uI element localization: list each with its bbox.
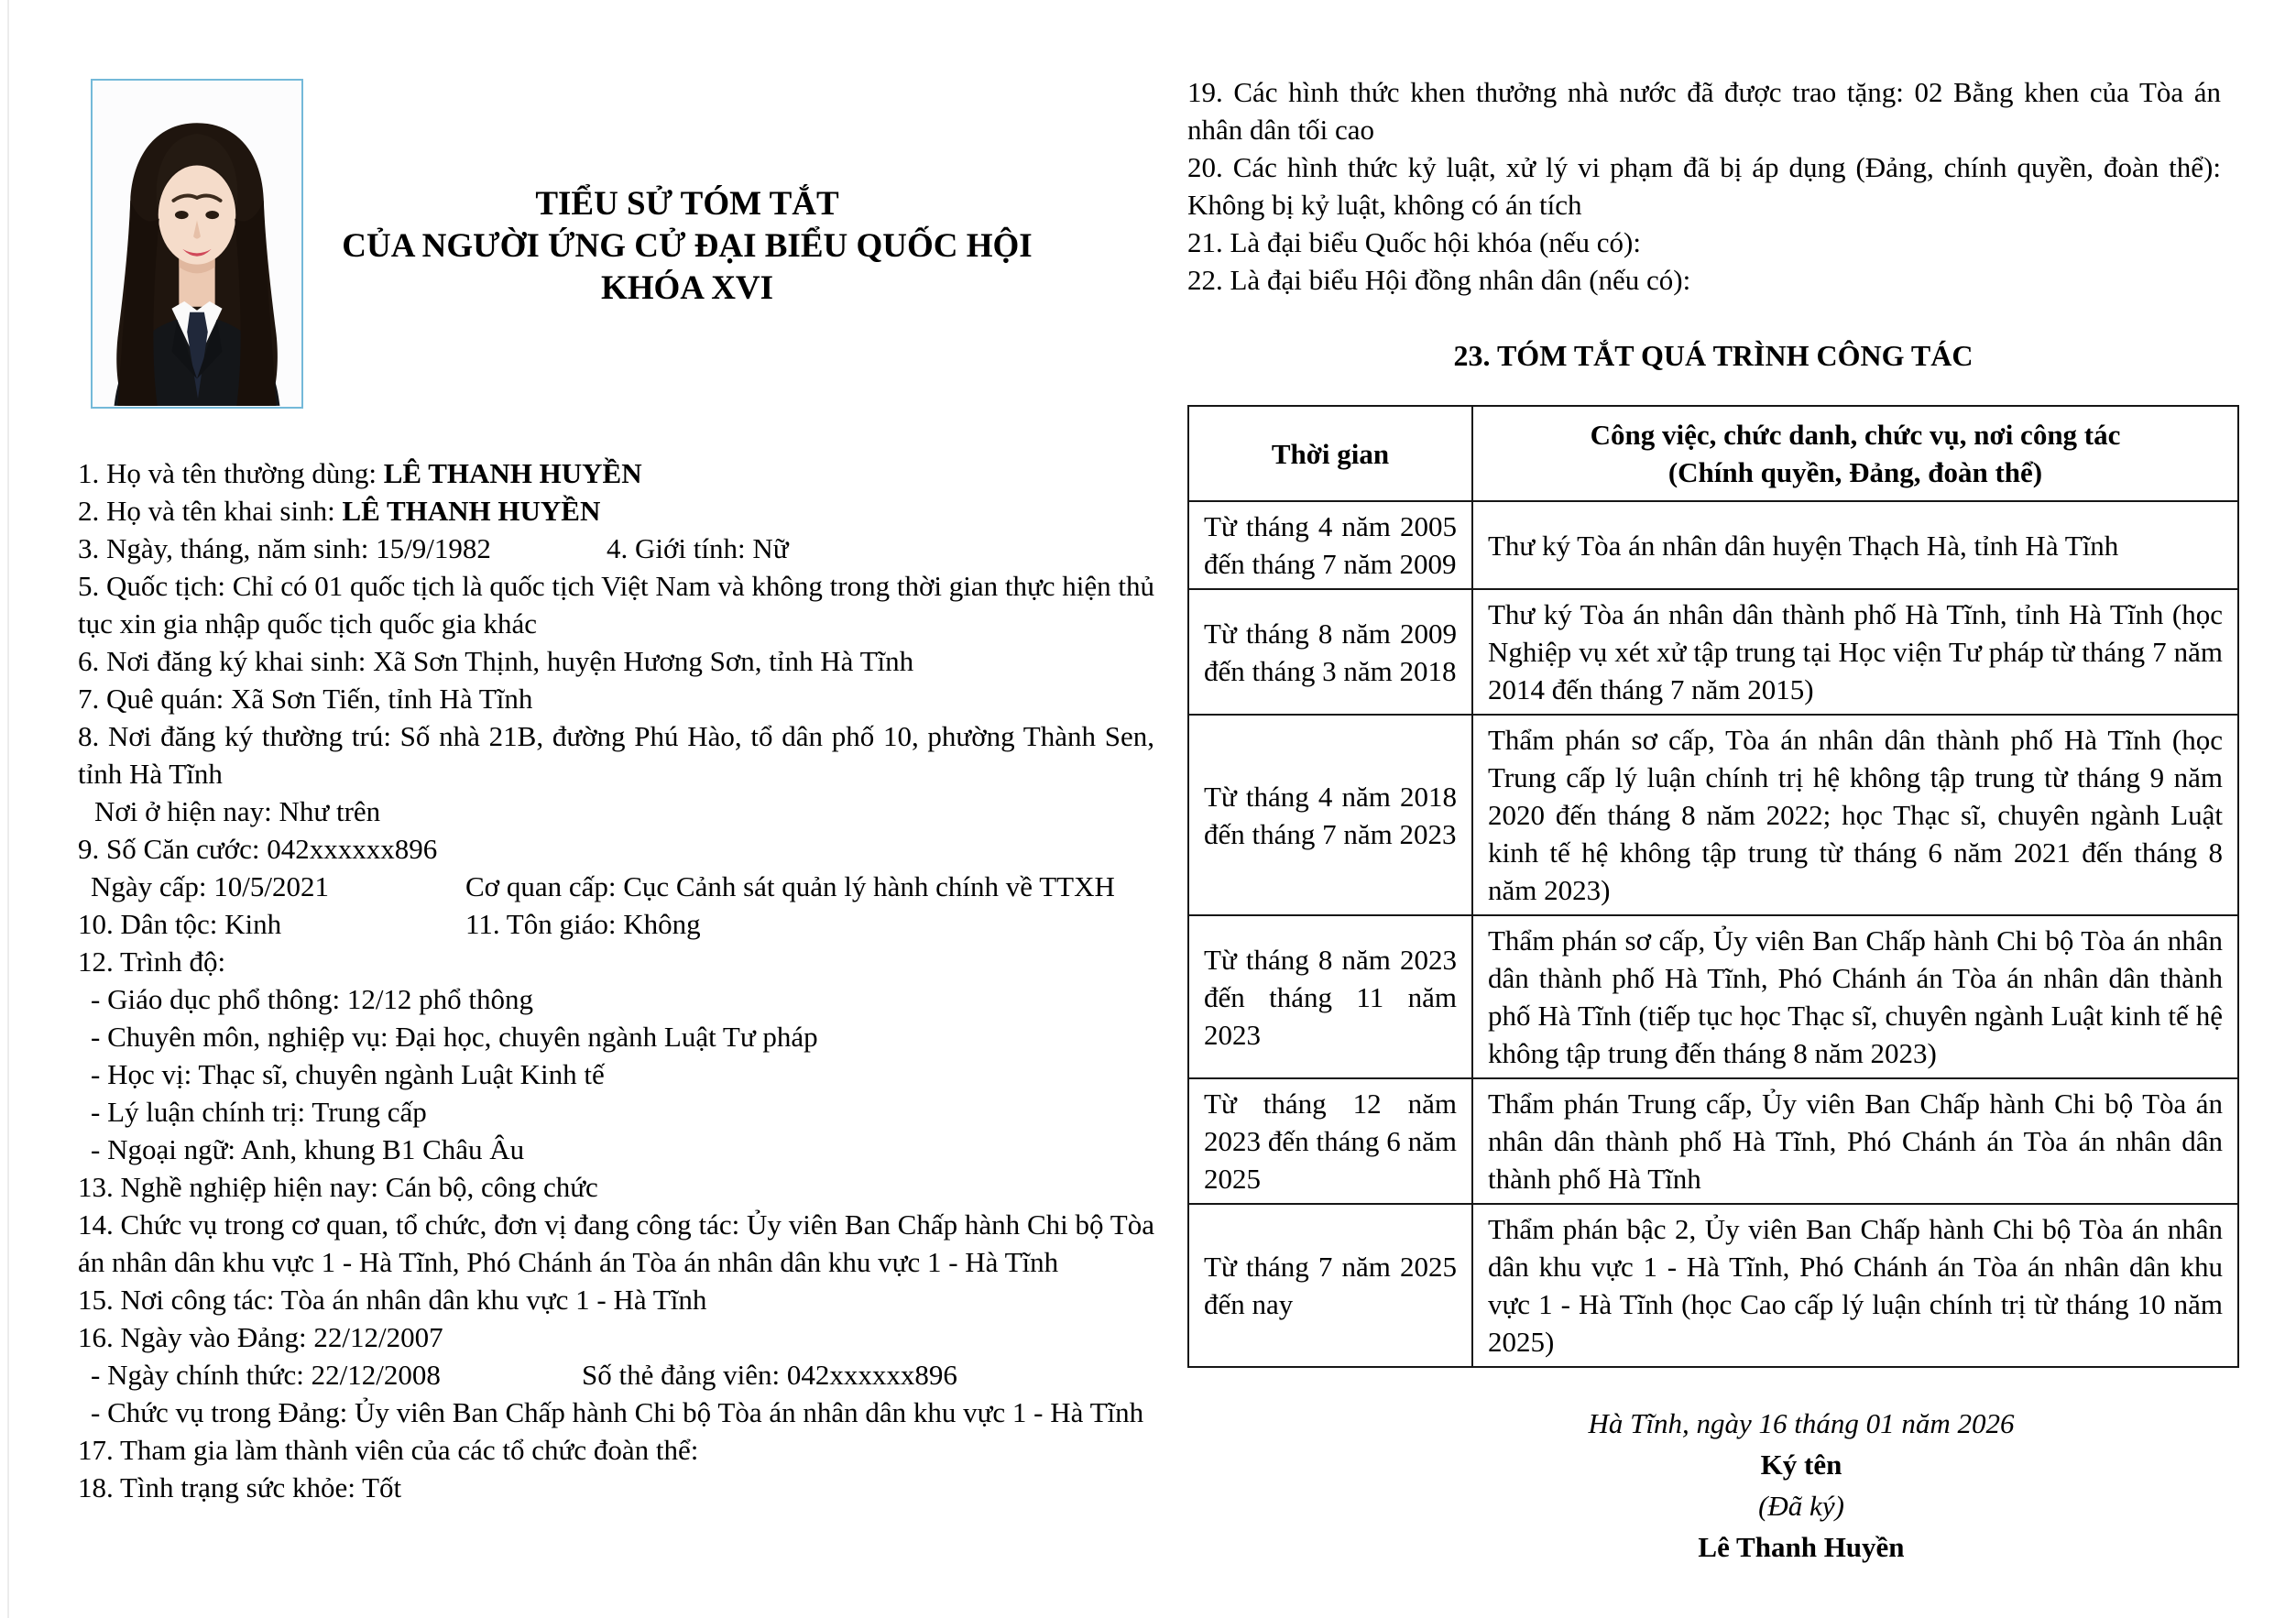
biography-right-column	[1187, 73, 2239, 1568]
signature-name: Lê Thanh Huyền	[1698, 1531, 1905, 1563]
field-giao-duc-pho-thong: - Giáo dục phổ thông: 12/12 phổ thông	[91, 983, 534, 1015]
field-hoc-vi: - Học vị: Thạc sĩ, chuyên ngành Luật Kinh tế	[91, 1058, 605, 1090]
field-suc-khoe: 18. Tình trạng sức khỏe: Tốt	[78, 1471, 402, 1503]
career-row	[1188, 501, 2238, 589]
candidate-photo	[91, 79, 303, 409]
field-ten-thuong-dung	[78, 454, 1154, 492]
field-ten-thuong-dung-value: LÊ THANH HUYỀN	[383, 457, 642, 489]
field-noi-dang-ky-khai-sinh: 6. Nơi đăng ký khai sinh: Xã Sơn Thịnh, huyện Hương Sơn, tỉnh Hà Tĩnh	[78, 645, 914, 677]
career-row-job: Thẩm phán Trung cấp, Ủy viên Ban Chấp hành Chi bộ Tòa án nhân dân thành phố Hà Tĩnh, Phó Chánh án Tòa án nhân dân thành phố Hà Tĩnh	[1472, 1078, 2238, 1204]
field-so-the-dang-vien: Số thẻ đảng viên: 042xxxxxx896	[582, 1359, 957, 1391]
career-row	[1188, 1078, 2238, 1204]
field-dai-bieu-quoc-hoi: 21. Là đại biểu Quốc hội khóa (nếu có):	[1187, 226, 1641, 258]
career-row-job: Thư ký Tòa án nhân dân thành phố Hà Tĩnh, tỉnh Hà Tĩnh (học Nghiệp vụ xét xử tập trung tại Học viện Tư pháp từ tháng 7 năm 2014 đến tháng 7 năm 2015)	[1472, 589, 2238, 715]
career-col-job-header-line2: (Chính quyền, Đảng, đoàn thể)	[1667, 456, 2043, 488]
field-noi-cong-tac: 15. Nơi công tác: Tòa án nhân dân khu vực 1 - Hà Tĩnh	[78, 1284, 707, 1316]
field-dan-toc-ton-giao	[78, 905, 1154, 943]
title-line-2: CỦA NGƯỜI ỨNG CỬ ĐẠI BIỂU QUỐC HỘI	[342, 227, 1033, 265]
field-ten-khai-sinh-value: LÊ THANH HUYỀN	[342, 495, 601, 527]
signature-place-date: Hà Tĩnh, ngày 16 tháng 01 năm 2026	[1588, 1407, 2015, 1439]
career-row-time: Từ tháng 7 năm 2025 đến nay	[1188, 1204, 1472, 1367]
signature-block	[1398, 1403, 2204, 1568]
field-chuyen-mon-nghiep-vu: - Chuyên môn, nghiệp vụ: Đại học, chuyên ngành Luật Tư pháp	[91, 1021, 818, 1053]
career-row-time: Từ tháng 4 năm 2005 đến tháng 7 năm 2009	[1188, 501, 1472, 589]
field-to-chuc-doan-the: 17. Tham gia làm thành viên của các tổ chức đoàn thể:	[78, 1434, 699, 1466]
field-ly-luan-chinh-tri: - Lý luận chính trị: Trung cấp	[91, 1096, 427, 1128]
field-ngoai-ngu: - Ngoại ngữ: Anh, khung B1 Châu Âu	[91, 1133, 525, 1165]
career-table-header-row	[1188, 406, 2238, 501]
career-row	[1188, 715, 2238, 915]
field-khen-thuong: 19. Các hình thức khen thưởng nhà nước đã được trao tặng: 02 Bằng khen của Tòa án nhân dân tối cao	[1187, 76, 2221, 146]
biography-left-column	[78, 454, 1154, 1506]
career-row-job: Thẩm phán sơ cấp, Ủy viên Ban Chấp hành Chi bộ Tòa án nhân dân thành phố Hà Tĩnh, Phó Chánh án Tòa án nhân dân thành phố Hà Tĩnh (tiếp tục học Thạc sĩ, chuyên ngành Luật kinh tế hệ không tập trung đến tháng 8 năm 2023)	[1472, 915, 2238, 1078]
field-ngay-chinh-thuc-so-the	[78, 1356, 1154, 1394]
field-chuc-vu-co-quan: 14. Chức vụ trong cơ quan, tổ chức, đơn vị đang công tác: Ủy viên Ban Chấp hành Chi bộ Tòa án nhân dân khu vực 1 - Hà Tĩnh, Phó Chánh án Tòa án nhân dân khu vực 1 - Hà Tĩnh	[78, 1208, 1154, 1278]
field-co-quan-cap: Cơ quan cấp: Cục Cảnh sát quản lý hành chính về TTXH	[465, 870, 1115, 902]
field-ky-luat: 20. Các hình thức kỷ luật, xử lý vi phạm đã bị áp dụng (Đảng, chính quyền, đoàn thể): Không bị kỷ luật, không có án tích	[1187, 151, 2221, 221]
field-so-can-cuoc: 9. Số Căn cước: 042xxxxxx896	[78, 833, 438, 865]
career-row-time: Từ tháng 4 năm 2018 đến tháng 7 năm 2023	[1188, 715, 1472, 915]
career-col-job-header	[1472, 406, 2238, 501]
document-title	[312, 183, 1063, 310]
career-row-time: Từ tháng 8 năm 2023 đến tháng 11 năm 2023	[1188, 915, 1472, 1078]
page-left-edge-shadow	[7, 0, 9, 1618]
signature-signed-note: (Đã ký)	[1758, 1490, 1844, 1522]
field-ngay-sinh-gioi-tinh	[78, 530, 1154, 567]
career-col-time-header: Thời gian	[1188, 406, 1472, 501]
field-noi-o-hien-nay: Nơi ở hiện nay: Như trên	[94, 795, 381, 827]
career-row-time: Từ tháng 8 năm 2009 đến tháng 3 năm 2018	[1188, 589, 1472, 715]
field-ngay-sinh: 3. Ngày, tháng, năm sinh: 15/9/1982	[78, 532, 491, 564]
field-chuc-vu-trong-dang: - Chức vụ trong Đảng: Ủy viên Ban Chấp hành Chi bộ Tòa án nhân dân khu vực 1 - Hà Tĩnh	[91, 1396, 1144, 1428]
career-row	[1188, 915, 2238, 1078]
field-ngay-cap-co-quan-cap	[78, 868, 1154, 905]
field-trinh-do: 12. Trình độ:	[78, 946, 226, 978]
field-ngay-vao-dang: 16. Ngày vào Đảng: 22/12/2007	[78, 1321, 443, 1353]
field-ngay-cap: Ngày cấp: 10/5/2021	[91, 870, 330, 902]
career-row-job: Thẩm phán bậc 2, Ủy viên Ban Chấp hành Chi bộ Tòa án nhân dân khu vực 1 - Hà Tĩnh, Phó Chánh án Tòa án nhân dân khu vực 1 - Hà Tĩnh (học Cao cấp lý luận chính trị từ tháng 10 năm 2025)	[1472, 1204, 2238, 1367]
field-quoc-tich: 5. Quốc tịch: Chỉ có 01 quốc tịch là quốc tịch Việt Nam và không trong thời gian thực hiện thủ tục xin gia nhập quốc tịch quốc gia khác	[78, 570, 1154, 640]
title-line-1: TIỂU SỬ TÓM TẮT	[535, 185, 839, 223]
field-dan-toc: 10. Dân tộc: Kinh	[78, 908, 282, 940]
career-row-job: Thẩm phán sơ cấp, Tòa án nhân dân thành phố Hà Tĩnh (học Trung cấp lý luận chính trị hệ không tập trung từ tháng 9 năm 2020 đến tháng 8 năm 2022; học Thạc sĩ, chuyên ngành Luật kinh tế hệ không tập trung từ tháng 6 năm 2021 đến tháng 8 năm 2023)	[1472, 715, 2238, 915]
field-ten-khai-sinh-label: 2. Họ và tên khai sinh:	[78, 495, 343, 527]
career-history-table	[1187, 405, 2239, 1368]
career-row-job: Thư ký Tòa án nhân dân huyện Thạch Hà, tỉnh Hà Tĩnh	[1472, 501, 2238, 589]
field-dai-bieu-hdnd: 22. Là đại biểu Hội đồng nhân dân (nếu có):	[1187, 264, 1691, 296]
career-row	[1188, 1204, 2238, 1367]
career-row-time: Từ tháng 12 năm 2023 đến tháng 6 năm 2025	[1188, 1078, 1472, 1204]
career-section-heading: 23. TÓM TẮT QUÁ TRÌNH CÔNG TÁC	[1453, 339, 1973, 372]
field-ten-khai-sinh	[78, 492, 1154, 530]
field-gioi-tinh: 4. Giới tính: Nữ	[607, 532, 789, 564]
field-ten-thuong-dung-label: 1. Họ và tên thường dùng:	[78, 457, 384, 489]
career-row	[1188, 589, 2238, 715]
field-que-quan: 7. Quê quán: Xã Sơn Tiến, tỉnh Hà Tĩnh	[78, 683, 533, 715]
field-ngay-chinh-thuc: - Ngày chính thức: 22/12/2008	[91, 1359, 441, 1391]
title-line-3: KHÓA XVI	[600, 269, 774, 307]
candidate-portrait-icon	[93, 81, 301, 407]
field-noi-dang-ky-thuong-tru: 8. Nơi đăng ký thường trú: Số nhà 21B, đường Phú Hào, tổ dân phố 10, phường Thành Sen, tỉnh Hà Tĩnh	[78, 720, 1154, 790]
field-ton-giao: 11. Tôn giáo: Không	[465, 908, 701, 940]
signature-label: Ký tên	[1760, 1449, 1842, 1481]
field-nghe-nghiep: 13. Nghề nghiệp hiện nay: Cán bộ, công chức	[78, 1171, 598, 1203]
career-col-job-header-line1: Công việc, chức danh, chức vụ, nơi công tác	[1590, 419, 2121, 451]
